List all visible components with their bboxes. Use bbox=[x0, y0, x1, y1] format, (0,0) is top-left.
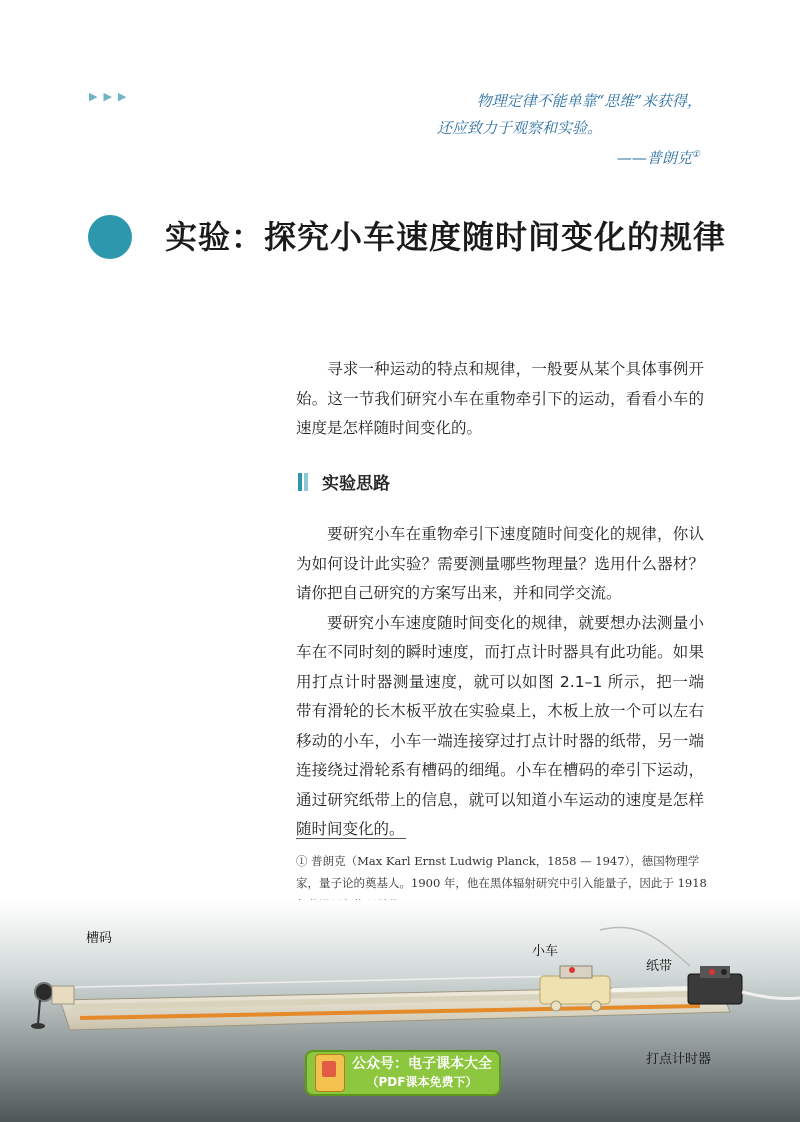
intro-paragraph bbox=[296, 355, 704, 444]
weight bbox=[31, 1023, 45, 1029]
section-bar-light-icon bbox=[304, 473, 308, 491]
pulley bbox=[35, 983, 53, 1001]
quote-footnote-mark: ① bbox=[691, 150, 700, 160]
label-weight: 槽码 bbox=[86, 931, 113, 946]
pulley-clamp bbox=[52, 986, 74, 1004]
cart bbox=[540, 976, 610, 1004]
header-arrows: ▶▶▶ bbox=[89, 90, 133, 103]
section-paragraph-1: 要研究小车在重物牵引下速度随时间变化的规律，你认为如何设计此实验？需要测量哪些物理量？选用什么器材？请你把自己研究的方案写出来，并和同学交流。 bbox=[296, 525, 704, 602]
watermark-badge bbox=[305, 1050, 501, 1096]
watermark-line-2: （PDF课本免费下） bbox=[366, 1075, 478, 1089]
section-paragraph-2: 要研究小车速度随时间变化的规律，就要想办法测量小车在不同时刻的瞬时速度，而打点计时器具有此功能。如果用打点计时器测量速度，就可以如图 2.1–1 所示，把一端带有滑轮的长木板平放在实验桌上，木板上放一个可以左右移动的小车，小车一端连接穿过打点计时器的纸带，另一端连接绕过滑轮系有槽码的细绳。小车在槽码的牵引下运动，通过研究纸带上的信息，就可以知道小车运动的速度是怎样随时间变化的。 bbox=[296, 613, 704, 838]
watermark-line-1: 公众号：电子课本大全 bbox=[352, 1056, 492, 1072]
quote-author bbox=[437, 142, 702, 172]
header-quote bbox=[437, 88, 702, 172]
section-body bbox=[296, 520, 704, 845]
section-bar-icon bbox=[298, 473, 302, 491]
section-heading bbox=[298, 469, 390, 494]
section-title: 实验思路 bbox=[322, 474, 390, 494]
page-title: 实验：探究小车速度随时间变化的规律 bbox=[165, 218, 727, 256]
label-cart: 小车 bbox=[532, 944, 559, 959]
timer bbox=[688, 974, 742, 1004]
paper-tape bbox=[612, 988, 690, 990]
intro-text: 寻求一种运动的特点和规律，一般要从某个具体事例开始。这一节我们研究小车在重物牵引下的运动，看看小车的速度是怎样随时间变化的。 bbox=[296, 360, 704, 437]
quote-author-name: ——普朗克 bbox=[616, 149, 692, 167]
label-timer: 打点计时器 bbox=[646, 1052, 712, 1067]
footnote-divider bbox=[296, 838, 406, 839]
quote-line-1: 物理定律不能单靠“思维”来获得， bbox=[476, 92, 702, 110]
quote-line-2: 还应致力于观察和实验。 bbox=[436, 119, 602, 137]
book-icon bbox=[315, 1054, 345, 1092]
label-tape: 纸带 bbox=[646, 959, 673, 974]
footnote: ① 普朗克（Max Karl Ernst Ludwig Planck，1858 — 1947），德国物理学家，量子论的奠基人。1900 年，他在黑体辐射研究中引入能量子，因此于 1918 bbox=[296, 854, 707, 890]
title-circle-icon bbox=[88, 215, 132, 259]
watermark-text bbox=[345, 1055, 499, 1091]
